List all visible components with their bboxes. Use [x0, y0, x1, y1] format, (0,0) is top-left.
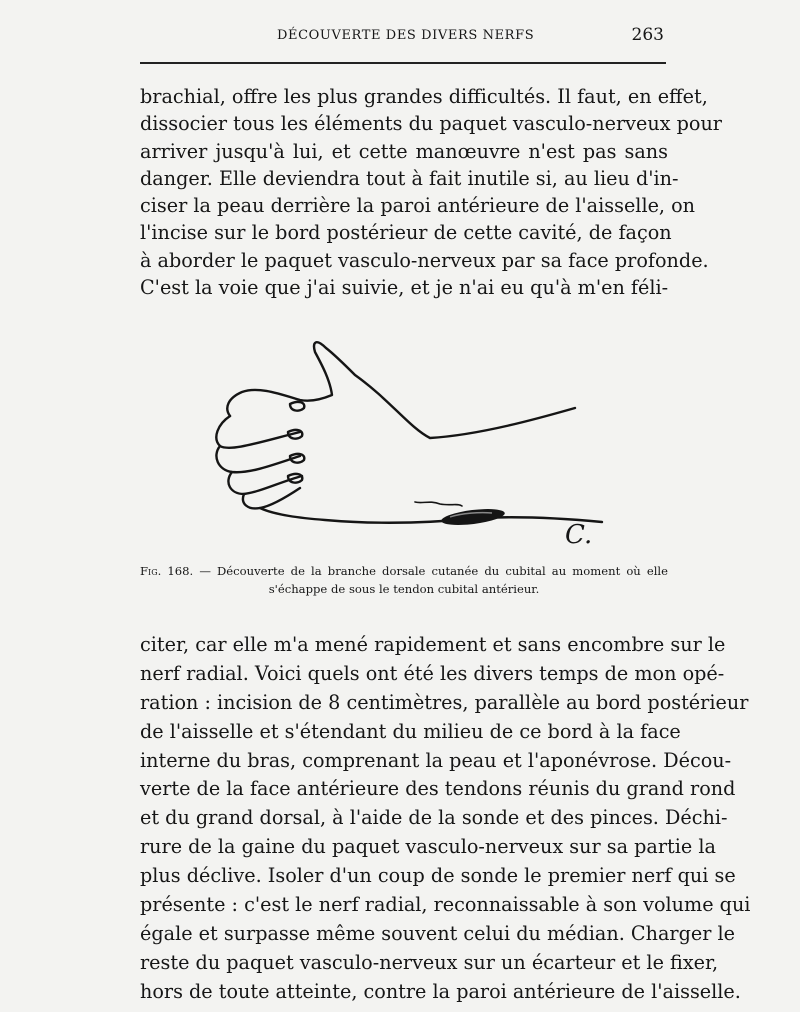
text-line: citer, car elle m'a mené rapidement et sans encombre sur le — [140, 633, 726, 656]
finger-middle-outline — [216, 446, 300, 472]
text-line: verte de la face antérieure des tendons réunis du grand rond — [140, 777, 736, 801]
header-rule — [140, 62, 666, 64]
page-number: 263 — [631, 25, 664, 45]
caption-text: — Découverte de la branche dorsale cutanée du cubital au moment où elle — [199, 564, 669, 578]
text-line: interne du bras, comprenant la peau et l'aponévrose. Décou- — [140, 748, 732, 772]
figure-label: Fig. 168. — [140, 564, 194, 578]
paragraph-top — [140, 83, 722, 301]
caption-line — [140, 562, 668, 580]
text-line: de l'aisselle et s'étendant du milieu de ce bord à la face — [140, 719, 681, 743]
figure-caption — [140, 562, 668, 598]
forearm-upper-outline — [227, 342, 575, 438]
text-line: C'est la voie que j'ai suivie, et je n'ai eu qu'à m'en féli- — [140, 276, 669, 300]
text-line: brachial, offre les plus grandes difficultés. Il faut, en effet, — [140, 85, 708, 108]
running-title: DÉCOUVERTE DES DIVERS NERFS — [277, 28, 535, 43]
figure-hand-illustration — [140, 320, 668, 560]
finger-little-outline — [243, 488, 300, 508]
text-line: ciser la peau derrière la paroi antérieure de l'aisselle, on — [140, 194, 696, 218]
text-line: égale et surpasse même souvent celui du médian. Charger le — [140, 921, 735, 945]
text-line: présente : c'est le nerf radial, reconnaissable à son volume qui — [140, 893, 751, 917]
text-line: et du grand dorsal, à l'aide de la sonde et des pinces. Déchi- — [140, 806, 728, 830]
running-head — [140, 22, 668, 52]
text-line: plus déclive. Isoler d'un coup de sonde le premier nerf qui se — [140, 864, 736, 888]
text-line: nerf radial. Voici quels ont été les divers temps de mon opé- — [140, 661, 725, 685]
text-line: reste du paquet vasculo-nerveux sur un écarteur et le fixer, — [140, 950, 719, 974]
caption-line: s'échappe de sous le tendon cubital antérieur. — [268, 582, 540, 596]
text-line: hors de toute atteinte, contre la paroi antérieure de l'aisselle. — [140, 979, 741, 1003]
text-line: rure de la gaine du paquet vasculo-nerveux sur sa partie la — [140, 835, 716, 859]
forearm-lower-outline — [260, 508, 602, 523]
nerve-branch-mark — [415, 502, 462, 506]
paragraph-bottom — [140, 631, 751, 1007]
text-line: dissocier tous les éléments du paquet vasculo-nerveux pour — [140, 112, 722, 136]
text-line: l'incise sur le bord postérieur de cette cavité, de façon — [140, 221, 672, 245]
text-line: ration : incision de 8 centimètres, parallèle au bord postérieur — [140, 690, 749, 714]
artist-signature: C. — [565, 520, 593, 550]
fingernail — [290, 402, 304, 411]
text-line: arriver jusqu'à lui, et cette manœuvre n'est pas sans — [140, 139, 668, 163]
text-line: à aborder le paquet vasculo-nerveux par sa face profonde. — [140, 248, 709, 272]
text-line: danger. Elle deviendra tout à fait inutile si, au lieu d'in- — [140, 166, 679, 190]
